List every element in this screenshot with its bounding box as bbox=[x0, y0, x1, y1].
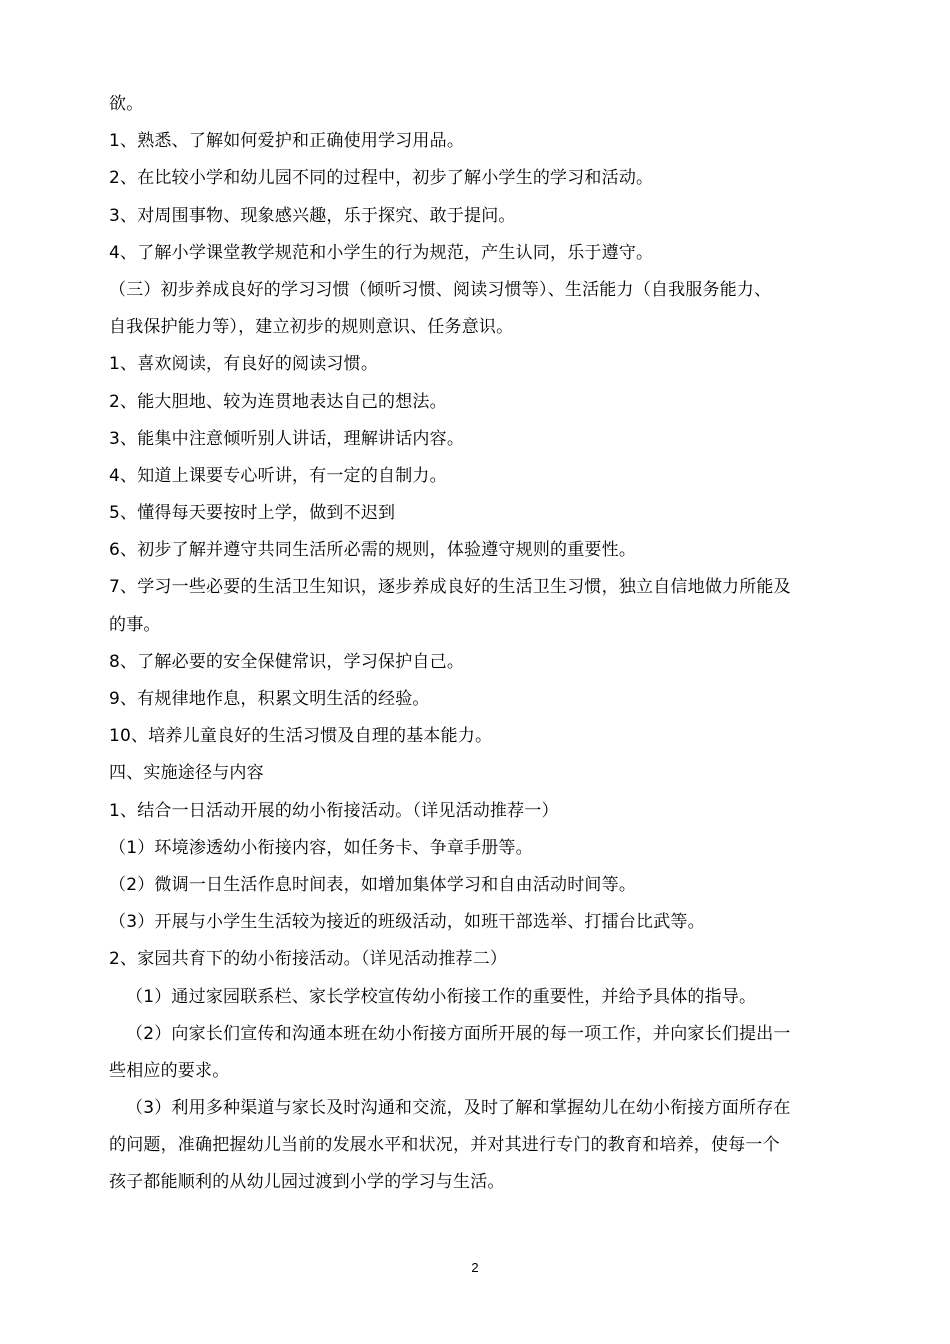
list-item: 6、初步了解并遵守共同生活所必需的规则，体验遵守规则的重要性。 bbox=[109, 540, 637, 561]
list-item: 5、懂得每天要按时上学，做到不迟到 bbox=[109, 503, 396, 524]
list-item: 1、结合一日活动开展的幼小衔接活动。（详见活动推荐一） bbox=[109, 800, 559, 821]
list-item: 2、在比较小学和幼儿园不同的过程中，初步了解小学生的学习和活动。 bbox=[109, 168, 654, 189]
document-body bbox=[109, 86, 869, 1202]
page-number: 2 bbox=[471, 1260, 479, 1275]
sub-list-item: （1）环境渗透幼小衔接内容，如任务卡、争章手册等。 bbox=[109, 837, 533, 858]
sub-list-item: （2）向家长们宣传和沟通本班在幼小衔接方面所开展的每一项工作，并向家长们提出一 bbox=[126, 1023, 791, 1044]
sub-list-item: （2）微调一日生活作息时间表，如增加集体学习和自由活动时间等。 bbox=[109, 874, 637, 895]
sub-list-item-continued: 的问题，准确把握幼儿当前的发展水平和状况，并对其进行专门的教育和培养，使每一个 bbox=[109, 1135, 780, 1156]
list-item: 8、了解必要的安全保健常识，学习保护自己。 bbox=[109, 651, 465, 672]
section-heading-continued: 自我保护能力等），建立初步的规则意识、任务意识。 bbox=[109, 317, 514, 338]
sub-list-item: （3）利用多种渠道与家长及时沟通和交流，及时了解和掌握幼儿在幼小衔接方面所存在 bbox=[126, 1098, 791, 1119]
list-item: 3、能集中注意倾听别人讲话，理解讲话内容。 bbox=[109, 428, 465, 449]
sub-list-item-continued: 孩子都能顺利的从幼儿园过渡到小学的学习与生活。 bbox=[109, 1172, 505, 1193]
list-item: 4、知道上课要专心听讲，有一定的自制力。 bbox=[109, 465, 447, 486]
list-item: 7、学习一些必要的生活卫生知识，逐步养成良好的生活卫生习惯，独立自信地做力所能及 bbox=[109, 577, 791, 598]
section-heading: （三）初步养成良好的学习习惯（倾听习惯、阅读习惯等）、生活能力（自我服务能力、 bbox=[109, 279, 772, 300]
section-heading: 四、实施途径与内容 bbox=[109, 763, 264, 784]
list-item: 10、培养儿童良好的生活习惯及自理的基本能力。 bbox=[109, 726, 493, 747]
text-line: 欲。 bbox=[109, 94, 144, 114]
list-item: 1、熟悉、了解如何爱护和正确使用学习用品。 bbox=[109, 131, 465, 152]
list-item-continued: 的事。 bbox=[109, 614, 161, 635]
list-item: 1、喜欢阅读，有良好的阅读习惯。 bbox=[109, 354, 379, 375]
sub-list-item: （1）通过家园联系栏、家长学校宣传幼小衔接工作的重要性，并给予具体的指导。 bbox=[126, 986, 757, 1007]
sub-list-item: （3）开展与小学生生活较为接近的班级活动，如班干部选举、打擂台比武等。 bbox=[109, 912, 705, 933]
list-item: 4、了解小学课堂教学规范和小学生的行为规范，产生认同，乐于遵守。 bbox=[109, 242, 654, 263]
sub-list-item-continued: 些相应的要求。 bbox=[109, 1060, 230, 1081]
list-item: 2、能大胆地、较为连贯地表达自己的想法。 bbox=[109, 391, 447, 412]
list-item: 3、对周围事物、现象感兴趣，乐于探究、敢于提问。 bbox=[109, 205, 516, 226]
list-item: 2、家园共育下的幼小衔接活动。（详见活动推荐二） bbox=[109, 949, 508, 970]
list-item: 9、有规律地作息，积累文明生活的经验。 bbox=[109, 689, 430, 709]
